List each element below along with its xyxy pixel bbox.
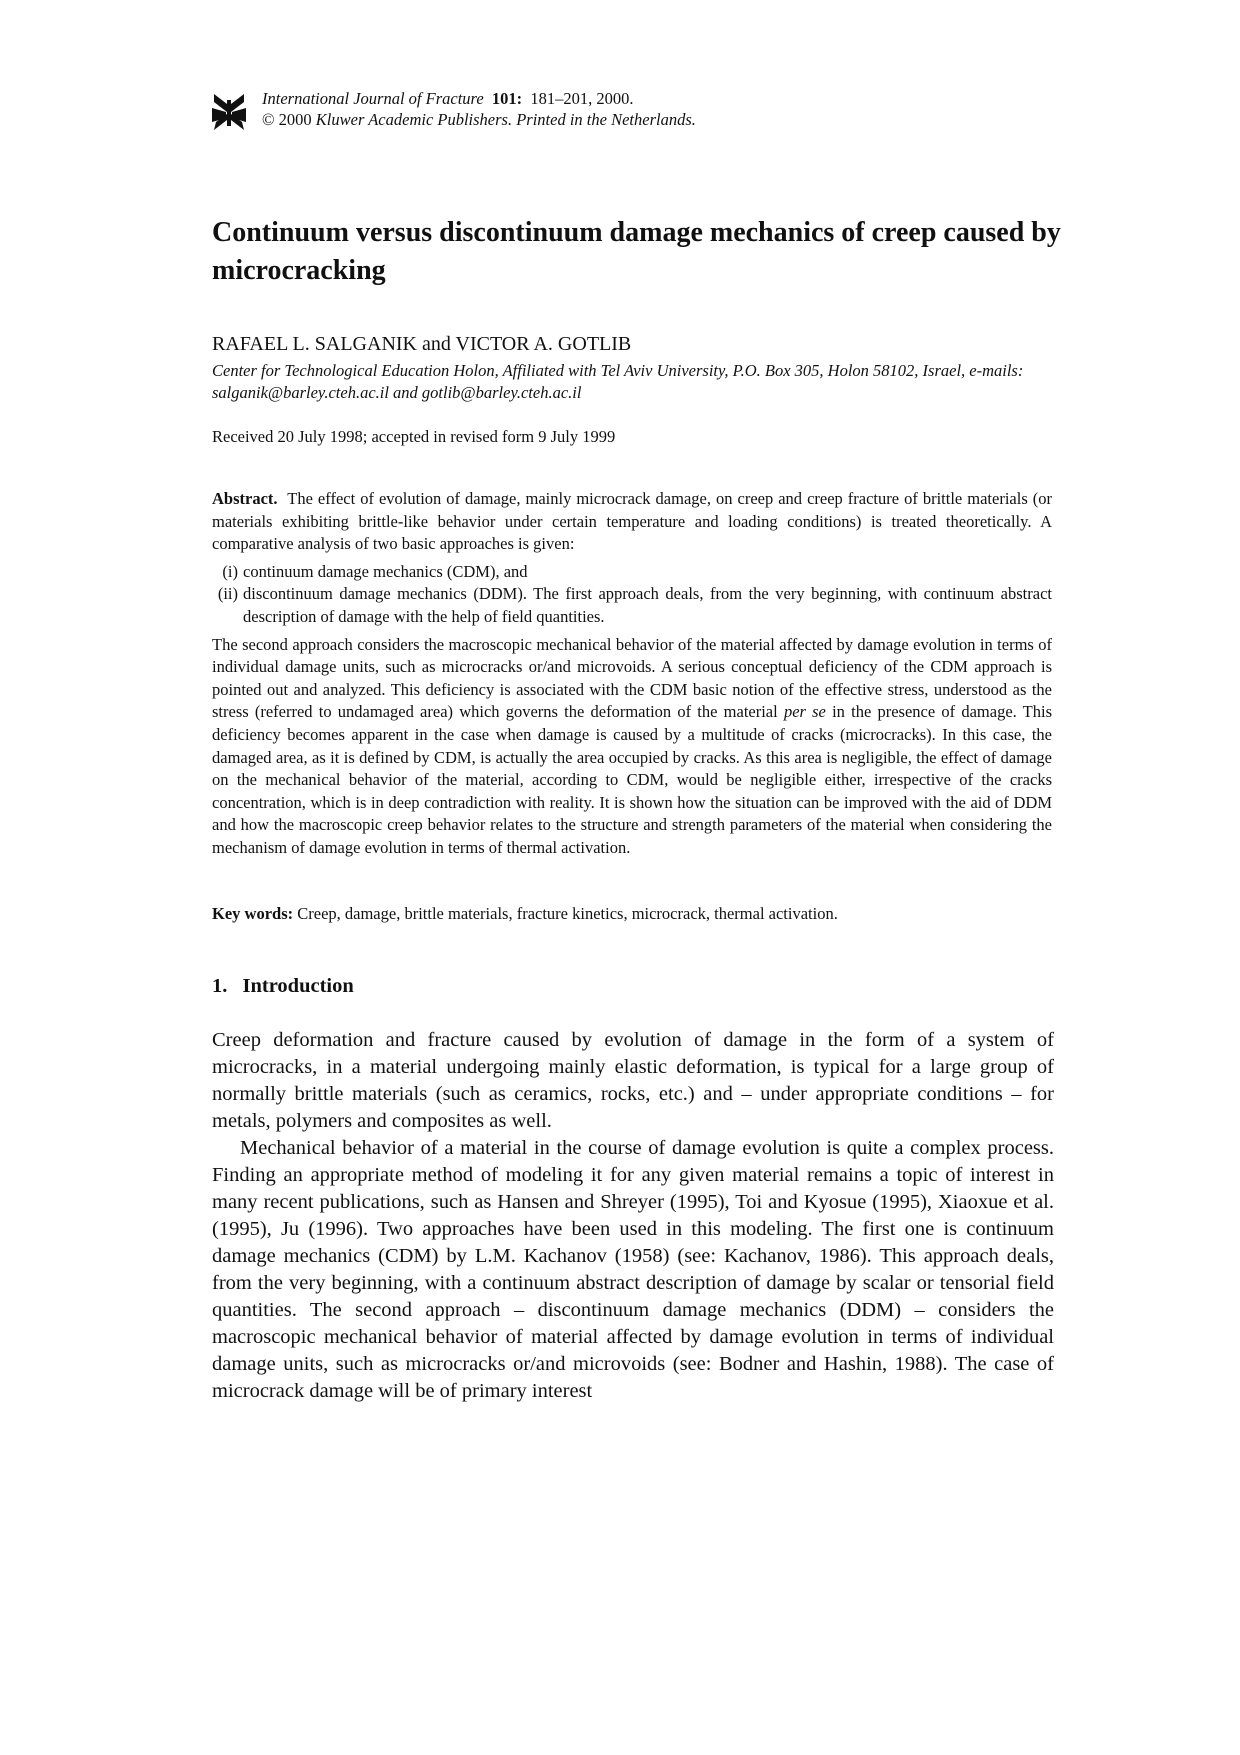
list-item-text: continuum damage mechanics (CDM), and: [243, 561, 528, 581]
abstract-approach-list: [212, 561, 1052, 629]
abstract-continuation: [212, 634, 1052, 860]
author-affiliation: Center for Technological Education Holon, Affiliated with Tel Aviv University, P.O. Box 305, Holon 58102, Israel, e-mails: salganik@barley.cteh.ac.il and gotlib@barley.cteh.ac.il: [212, 361, 1024, 402]
abstract-intro-text: The effect of evolution of damage, mainly microcrack damage, on creep and creep fracture of brittle materials (or materials exhibiting brittle-like behavior under certain temperature and loading conditions) is treated theoretically. A comparative analysis of two basic approaches is given:: [212, 489, 1052, 554]
received-dates: Received 20 July 1998; accepted in revised form 9 July 1999: [212, 427, 616, 446]
abstract: [212, 488, 1052, 860]
introduction-body: [212, 1027, 1054, 1405]
section-title: Introduction: [242, 975, 354, 997]
abstract-continuation-part-a: The second approach considers the macroscopic mechanical behavior of the material affected by damage evolution in terms of individual damage units, such as microcracks or/and microvoids. A serious conceptual deficiency of the CDM approach is pointed out and analyzed. This deficiency is associated with the CDM basic notion of the effective stress, understood as the stress (referred to undamaged area) which governs the deformation of the material: [212, 634, 1052, 722]
abstract-continuation-part-b: in the presence of damage. This deficiency becomes apparent in the case when damage is caused by a multitude of cracks (microcracks). In this case, the damaged area, as it is defined by CDM, is actually the area occupied by cracks. As this area is negligible, the effect of damage on the mechanical behavior of the material, according to CDM, would be negligible either, irrespective of the cracks concentration, which is in deep contradiction with reality. It is shown how the situation can be improved with the aid of DDM and how the macroscopic creep behavior relates to the structure and strength parameters of the material when considering the mechanism of damage evolution in terms of thermal activation.: [212, 702, 1053, 857]
list-item: [212, 561, 1052, 584]
publisher-logo: [212, 92, 246, 132]
publisher-name: Kluwer Academic Publishers. Printed in the Netherlands.: [315, 110, 696, 129]
keywords-label: Key words:: [212, 904, 294, 923]
list-item-number: (i): [222, 561, 238, 581]
keywords: [212, 904, 838, 924]
copyright-line: [262, 109, 696, 130]
abstract-label: Abstract.: [212, 489, 278, 508]
body-paragraph: Creep deformation and fracture caused by evolution of damage in the form of a system of microcracks, in a material undergoing mainly elastic deformation, is typical for a large group of normally brittle materials (such as ceramics, rocks, etc.) and – under appropriate conditions – for metals, polymers and composites as well.: [212, 1029, 1054, 1132]
body-paragraph: Mechanical behavior of a material in the course of damage evolution is quite a complex process. Finding an appropriate method of modeling it for any given material remains a topic of interest in many recent publications, such as Hansen and Shreyer (1995), Toi and Kyosue (1995), Xiaoxue et al. (1995), Ju (1996). Two approaches have been used in this modeling. The first one is continuum damage mechanics (CDM) by L.M. Kachanov (1958) (see: Kachanov, 1986). This approach deals, from the very beginning, with a continuum abstract description of damage by scalar or tensorial field quantities. The second approach – discontinuum damage mechanics (DDM) – considers the macroscopic mechanical behavior of material affected by damage evolution in terms of individual damage units, such as microcracks or/and microvoids (see: Bodner and Hashin, 1988). The case of microcrack damage will be of primary interest: [212, 1137, 1054, 1402]
list-item-number: (ii): [217, 584, 238, 604]
journal-citation-line: [262, 88, 696, 109]
abstract-italic-phrase: per se: [783, 702, 826, 722]
copyright-year: © 2000: [262, 110, 312, 129]
paper-title: Continuum versus discontinuum damage mechanics of creep caused by microcracking: [212, 217, 1061, 286]
section-number: 1.: [212, 975, 228, 997]
journal-pages: 181–201, 2000.: [530, 89, 634, 108]
author-list: RAFAEL L. SALGANIK and VICTOR A. GOTLIB: [212, 333, 632, 355]
list-item-text: discontinuum damage mechanics (DDM). The first approach deals, from the very beginning, with continuum abstract description of damage with the help of field quantities.: [243, 584, 1052, 626]
section-heading-introduction: [212, 975, 354, 998]
journal-name: International Journal of Fracture: [262, 89, 484, 108]
journal-volume: 101:: [491, 89, 523, 108]
keywords-text: Creep, damage, brittle materials, fracture kinetics, microcrack, thermal activation.: [297, 904, 838, 923]
abstract-intro: [212, 488, 1052, 556]
list-item: [212, 583, 1052, 628]
